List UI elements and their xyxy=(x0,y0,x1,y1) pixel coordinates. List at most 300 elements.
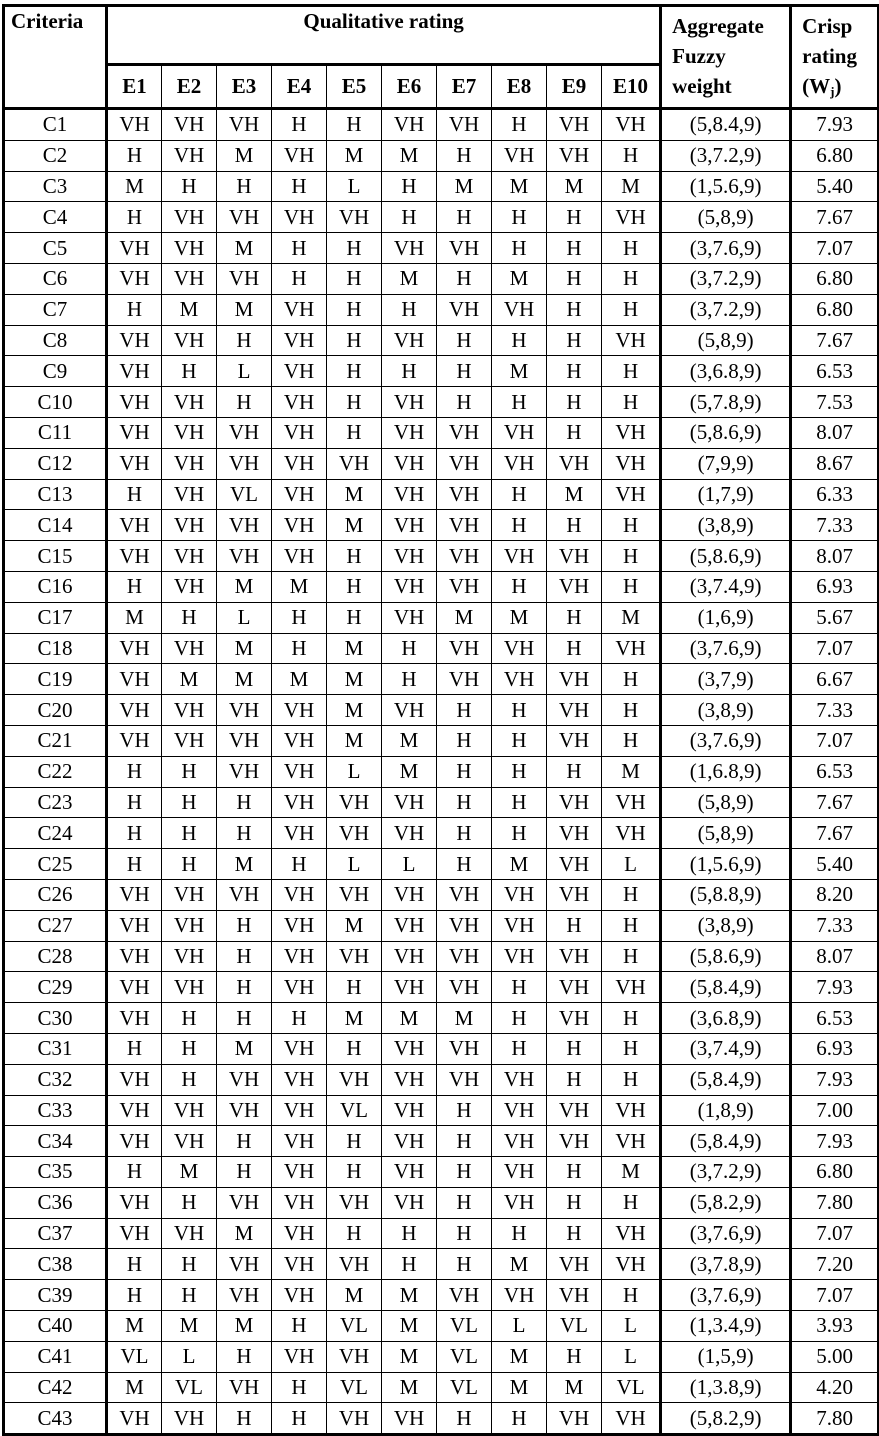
criteria-cell: C28 xyxy=(4,941,107,972)
criteria-cell: C18 xyxy=(4,633,107,664)
rating-cell-e8: H xyxy=(492,725,547,756)
rating-cell-e9: H xyxy=(547,233,602,264)
rating-cell-e9: VH xyxy=(547,1095,602,1126)
table-row xyxy=(4,1218,879,1249)
crisp-rating-cell: 6.80 xyxy=(791,1157,879,1188)
rating-cell-e9: VH xyxy=(547,140,602,171)
rating-cell-e4: VH xyxy=(272,1126,327,1157)
rating-cell-e9: H xyxy=(547,294,602,325)
crisp-rating-cell: 7.00 xyxy=(791,1095,879,1126)
rating-cell-e5: H xyxy=(327,233,382,264)
rating-cell-e8: M xyxy=(492,1372,547,1403)
rating-cell-e7: H xyxy=(437,1249,492,1280)
rating-cell-e6: VH xyxy=(382,941,437,972)
criteria-cell: C23 xyxy=(4,787,107,818)
qualitative-rating-header: Qualitative rating xyxy=(107,6,661,65)
criteria-cell: C17 xyxy=(4,602,107,633)
rating-cell-e5: H xyxy=(327,263,382,294)
rating-cell-e7: VH xyxy=(437,664,492,695)
expert-header-5: E5 xyxy=(327,65,382,109)
crisp-header-line2: rating xyxy=(802,44,857,68)
rating-cell-e3: VL xyxy=(217,479,272,510)
criteria-cell: C22 xyxy=(4,756,107,787)
rating-cell-e5: VH xyxy=(327,818,382,849)
rating-cell-e3: M xyxy=(217,849,272,880)
rating-cell-e10: VH xyxy=(602,818,661,849)
rating-cell-e9: VH xyxy=(547,818,602,849)
rating-cell-e9: H xyxy=(547,633,602,664)
aggregate-weight-cell: (3,7.6,9) xyxy=(661,1218,791,1249)
rating-cell-e6: M xyxy=(382,140,437,171)
rating-cell-e2: H xyxy=(162,1003,217,1034)
rating-cell-e7: M xyxy=(437,171,492,202)
rating-cell-e2: VH xyxy=(162,140,217,171)
rating-cell-e1: VH xyxy=(107,1126,162,1157)
rating-cell-e4: H xyxy=(272,602,327,633)
expert-header-3: E3 xyxy=(217,65,272,109)
rating-cell-e1: VH xyxy=(107,356,162,387)
table-row xyxy=(4,756,879,787)
rating-cell-e3: VH xyxy=(217,879,272,910)
rating-cell-e7: H xyxy=(437,1126,492,1157)
rating-cell-e2: VH xyxy=(162,387,217,418)
rating-cell-e6: H xyxy=(382,633,437,664)
criteria-cell: C15 xyxy=(4,541,107,572)
rating-cell-e5: L xyxy=(327,171,382,202)
rating-cell-e3: H xyxy=(217,941,272,972)
rating-cell-e9: H xyxy=(547,202,602,233)
rating-cell-e1: VH xyxy=(107,1187,162,1218)
table-row xyxy=(4,725,879,756)
rating-cell-e6: M xyxy=(382,725,437,756)
criteria-cell: C38 xyxy=(4,1249,107,1280)
rating-cell-e3: H xyxy=(217,171,272,202)
rating-cell-e8: H xyxy=(492,233,547,264)
table-row xyxy=(4,171,879,202)
rating-cell-e7: VH xyxy=(437,910,492,941)
crisp-rating-cell: 7.33 xyxy=(791,910,879,941)
rating-cell-e10: H xyxy=(602,910,661,941)
rating-cell-e8: H xyxy=(492,479,547,510)
crisp-rating-cell: 8.67 xyxy=(791,448,879,479)
aggregate-weight-cell: (1,6.8,9) xyxy=(661,756,791,787)
table-row xyxy=(4,1095,879,1126)
aggregate-weight-cell: (5,8,9) xyxy=(661,202,791,233)
rating-cell-e2: VH xyxy=(162,479,217,510)
crisp-rating-cell: 5.67 xyxy=(791,602,879,633)
criteria-cell: C42 xyxy=(4,1372,107,1403)
rating-cell-e6: VH xyxy=(382,972,437,1003)
rating-cell-e5: VH xyxy=(327,787,382,818)
crisp-rating-cell: 6.53 xyxy=(791,356,879,387)
rating-cell-e5: VH xyxy=(327,1064,382,1095)
rating-cell-e7: VL xyxy=(437,1311,492,1342)
rating-cell-e5: H xyxy=(327,109,382,141)
crisp-rating-cell: 7.67 xyxy=(791,202,879,233)
table-row xyxy=(4,849,879,880)
rating-cell-e5: H xyxy=(327,325,382,356)
criteria-cell: C6 xyxy=(4,263,107,294)
rating-cell-e3: VH xyxy=(217,510,272,541)
aggregate-weight-cell: (5,8.4,9) xyxy=(661,109,791,141)
rating-cell-e3: H xyxy=(217,1341,272,1372)
rating-cell-e6: L xyxy=(382,849,437,880)
rating-cell-e2: VH xyxy=(162,263,217,294)
rating-cell-e3: M xyxy=(217,1033,272,1064)
table-row xyxy=(4,1126,879,1157)
criteria-cell: C37 xyxy=(4,1218,107,1249)
rating-cell-e10: H xyxy=(602,941,661,972)
rating-cell-e7: H xyxy=(437,849,492,880)
rating-cell-e7: VH xyxy=(437,571,492,602)
criteria-cell: C36 xyxy=(4,1187,107,1218)
rating-cell-e3: VH xyxy=(217,263,272,294)
aggregate-weight-cell: (1,6,9) xyxy=(661,602,791,633)
rating-cell-e8: M xyxy=(492,356,547,387)
rating-cell-e1: H xyxy=(107,479,162,510)
rating-cell-e10: H xyxy=(602,263,661,294)
rating-cell-e9: VH xyxy=(547,1280,602,1311)
rating-cell-e5: H xyxy=(327,1126,382,1157)
crisp-rating-cell: 7.67 xyxy=(791,787,879,818)
criteria-cell: C35 xyxy=(4,1157,107,1188)
crisp-rating-cell: 5.00 xyxy=(791,1341,879,1372)
crisp-rating-cell: 6.53 xyxy=(791,1003,879,1034)
criteria-cell: C4 xyxy=(4,202,107,233)
criteria-cell: C34 xyxy=(4,1126,107,1157)
rating-cell-e1: H xyxy=(107,849,162,880)
criteria-cell: C7 xyxy=(4,294,107,325)
rating-cell-e4: VH xyxy=(272,479,327,510)
rating-cell-e4: H xyxy=(272,1372,327,1403)
rating-cell-e6: VH xyxy=(382,417,437,448)
rating-cell-e6: M xyxy=(382,1003,437,1034)
expert-header-7: E7 xyxy=(437,65,492,109)
rating-cell-e3: VH xyxy=(217,756,272,787)
rating-cell-e8: H xyxy=(492,510,547,541)
rating-cell-e5: VH xyxy=(327,879,382,910)
rating-cell-e1: VH xyxy=(107,695,162,726)
rating-cell-e1: VH xyxy=(107,510,162,541)
rating-cell-e5: M xyxy=(327,479,382,510)
rating-cell-e5: M xyxy=(327,910,382,941)
rating-cell-e2: VH xyxy=(162,325,217,356)
rating-cell-e1: VH xyxy=(107,541,162,572)
expert-header-9: E9 xyxy=(547,65,602,109)
table-row xyxy=(4,787,879,818)
expert-header-2: E2 xyxy=(162,65,217,109)
rating-cell-e4: VH xyxy=(272,787,327,818)
rating-cell-e6: VH xyxy=(382,1187,437,1218)
rating-cell-e9: H xyxy=(547,1187,602,1218)
table-row xyxy=(4,879,879,910)
rating-cell-e10: M xyxy=(602,602,661,633)
rating-cell-e10: VH xyxy=(602,325,661,356)
rating-cell-e9: VH xyxy=(547,664,602,695)
rating-cell-e7: VH xyxy=(437,233,492,264)
aggregate-weight-cell: (3,7.6,9) xyxy=(661,1280,791,1311)
rating-cell-e1: VH xyxy=(107,879,162,910)
rating-cell-e4: VH xyxy=(272,1280,327,1311)
rating-cell-e2: VH xyxy=(162,1126,217,1157)
rating-cell-e9: VH xyxy=(547,571,602,602)
rating-cell-e1: VH xyxy=(107,417,162,448)
rating-cell-e6: H xyxy=(382,1249,437,1280)
rating-cell-e3: H xyxy=(217,1003,272,1034)
rating-cell-e2: VH xyxy=(162,879,217,910)
rating-cell-e6: H xyxy=(382,664,437,695)
rating-cell-e9: VH xyxy=(547,725,602,756)
rating-cell-e3: H xyxy=(217,787,272,818)
rating-cell-e1: VH xyxy=(107,1003,162,1034)
rating-cell-e8: VH xyxy=(492,941,547,972)
rating-cell-e5: H xyxy=(327,571,382,602)
rating-cell-e2: M xyxy=(162,664,217,695)
rating-cell-e8: M xyxy=(492,263,547,294)
rating-cell-e9: VH xyxy=(547,1003,602,1034)
rating-cell-e8: H xyxy=(492,695,547,726)
crisp-rating-cell: 6.80 xyxy=(791,140,879,171)
crisp-rating-cell: 7.53 xyxy=(791,387,879,418)
rating-cell-e2: VH xyxy=(162,1218,217,1249)
table-row xyxy=(4,1187,879,1218)
rating-cell-e7: H xyxy=(437,1218,492,1249)
rating-cell-e10: VH xyxy=(602,1249,661,1280)
table-row xyxy=(4,910,879,941)
rating-cell-e1: H xyxy=(107,787,162,818)
aggregate-weight-cell: (5,8,9) xyxy=(661,787,791,818)
rating-cell-e7: VH xyxy=(437,1064,492,1095)
rating-cell-e3: VH xyxy=(217,1280,272,1311)
rating-cell-e9: H xyxy=(547,602,602,633)
rating-cell-e9: VH xyxy=(547,109,602,141)
rating-cell-e8: M xyxy=(492,1249,547,1280)
table-row xyxy=(4,571,879,602)
table-row xyxy=(4,263,879,294)
rating-cell-e1: VH xyxy=(107,263,162,294)
rating-cell-e1: VH xyxy=(107,633,162,664)
aggregate-weight-cell: (7,9,9) xyxy=(661,448,791,479)
aggregate-weight-cell: (3,7.4,9) xyxy=(661,1033,791,1064)
rating-cell-e8: VH xyxy=(492,1280,547,1311)
table-body xyxy=(4,109,879,1435)
rating-cell-e2: VH xyxy=(162,417,217,448)
rating-cell-e4: VH xyxy=(272,294,327,325)
rating-cell-e5: M xyxy=(327,510,382,541)
aggregate-weight-cell: (3,7.6,9) xyxy=(661,233,791,264)
rating-cell-e8: H xyxy=(492,756,547,787)
criteria-cell: C16 xyxy=(4,571,107,602)
rating-cell-e8: L xyxy=(492,1311,547,1342)
rating-cell-e10: VH xyxy=(602,972,661,1003)
rating-cell-e9: H xyxy=(547,510,602,541)
rating-cell-e9: VH xyxy=(547,448,602,479)
rating-cell-e8: M xyxy=(492,171,547,202)
rating-cell-e6: VH xyxy=(382,1157,437,1188)
rating-cell-e5: M xyxy=(327,695,382,726)
rating-cell-e4: H xyxy=(272,1311,327,1342)
rating-cell-e6: H xyxy=(382,1218,437,1249)
rating-cell-e5: H xyxy=(327,972,382,1003)
rating-cell-e8: H xyxy=(492,1033,547,1064)
rating-cell-e10: H xyxy=(602,1280,661,1311)
rating-cell-e7: H xyxy=(437,1157,492,1188)
expert-header-8: E8 xyxy=(492,65,547,109)
rating-cell-e7: H xyxy=(437,325,492,356)
rating-cell-e1: VH xyxy=(107,387,162,418)
rating-cell-e2: H xyxy=(162,356,217,387)
rating-cell-e2: VH xyxy=(162,1403,217,1435)
rating-cell-e3: H xyxy=(217,910,272,941)
rating-cell-e6: VH xyxy=(382,233,437,264)
rating-cell-e7: VH xyxy=(437,972,492,1003)
rating-cell-e7: H xyxy=(437,1095,492,1126)
rating-cell-e6: VH xyxy=(382,695,437,726)
criteria-cell: C24 xyxy=(4,818,107,849)
table-row xyxy=(4,356,879,387)
rating-cell-e9: VH xyxy=(547,849,602,880)
aggregate-weight-cell: (5,8.4,9) xyxy=(661,1126,791,1157)
rating-cell-e6: VH xyxy=(382,387,437,418)
rating-cell-e3: M xyxy=(217,233,272,264)
aggregate-weight-cell: (5,8.6,9) xyxy=(661,941,791,972)
rating-cell-e9: H xyxy=(547,1064,602,1095)
rating-cell-e6: VH xyxy=(382,1403,437,1435)
rating-cell-e9: VH xyxy=(547,972,602,1003)
rating-cell-e10: H xyxy=(602,356,661,387)
rating-cell-e7: VH xyxy=(437,417,492,448)
rating-cell-e1: M xyxy=(107,1311,162,1342)
rating-cell-e2: VH xyxy=(162,109,217,141)
rating-cell-e2: VH xyxy=(162,202,217,233)
rating-cell-e4: H xyxy=(272,171,327,202)
rating-cell-e5: H xyxy=(327,1218,382,1249)
rating-cell-e8: VH xyxy=(492,1064,547,1095)
crisp-rating-cell: 5.40 xyxy=(791,171,879,202)
aggregate-weight-cell: (1,5,9) xyxy=(661,1341,791,1372)
rating-cell-e4: VH xyxy=(272,818,327,849)
rating-cell-e4: VH xyxy=(272,1033,327,1064)
rating-cell-e7: H xyxy=(437,818,492,849)
crisp-header-line1: Crisp xyxy=(802,14,853,38)
rating-cell-e6: M xyxy=(382,756,437,787)
rating-cell-e5: VL xyxy=(327,1311,382,1342)
aggregate-weight-cell: (3,8,9) xyxy=(661,695,791,726)
rating-cell-e7: VH xyxy=(437,941,492,972)
rating-cell-e4: VH xyxy=(272,387,327,418)
table-row xyxy=(4,1157,879,1188)
rating-cell-e9: VH xyxy=(547,1403,602,1435)
crisp-rating-cell: 8.07 xyxy=(791,541,879,572)
rating-cell-e4: VH xyxy=(272,325,327,356)
rating-cell-e8: H xyxy=(492,571,547,602)
rating-cell-e10: H xyxy=(602,879,661,910)
crisp-header-line3: $(W_j)$ xyxy=(802,74,842,99)
rating-cell-e1: H xyxy=(107,1157,162,1188)
table-row xyxy=(4,510,879,541)
table-row xyxy=(4,633,879,664)
aggregate-weight-cell: (3,7.2,9) xyxy=(661,140,791,171)
criteria-cell: C41 xyxy=(4,1341,107,1372)
rating-cell-e5: H xyxy=(327,602,382,633)
rating-cell-e3: VH xyxy=(217,1095,272,1126)
rating-cell-e8: VH xyxy=(492,417,547,448)
rating-cell-e6: M xyxy=(382,1311,437,1342)
rating-cell-e5: VH xyxy=(327,1249,382,1280)
crisp-rating-cell: 8.07 xyxy=(791,941,879,972)
rating-cell-e5: H xyxy=(327,1157,382,1188)
rating-cell-e1: H xyxy=(107,756,162,787)
rating-cell-e4: VH xyxy=(272,1095,327,1126)
rating-cell-e10: VH xyxy=(602,1126,661,1157)
rating-cell-e4: VH xyxy=(272,1157,327,1188)
rating-cell-e3: VH xyxy=(217,725,272,756)
rating-cell-e8: H xyxy=(492,1003,547,1034)
rating-cell-e10: M xyxy=(602,1157,661,1188)
rating-cell-e10: H xyxy=(602,510,661,541)
criteria-cell: C10 xyxy=(4,387,107,418)
aggregate-weight-cell: (5,8.6,9) xyxy=(661,417,791,448)
expert-header-10: E10 xyxy=(602,65,661,109)
rating-cell-e10: H xyxy=(602,1003,661,1034)
rating-cell-e3: L xyxy=(217,602,272,633)
rating-cell-e6: VH xyxy=(382,1064,437,1095)
rating-cell-e4: VH xyxy=(272,510,327,541)
rating-cell-e1: VH xyxy=(107,448,162,479)
table-row xyxy=(4,1372,879,1403)
rating-cell-e10: VH xyxy=(602,787,661,818)
table-row xyxy=(4,602,879,633)
rating-cell-e1: VH xyxy=(107,1403,162,1435)
rating-cell-e4: VH xyxy=(272,910,327,941)
rating-cell-e10: VH xyxy=(602,1403,661,1435)
rating-cell-e8: VH xyxy=(492,633,547,664)
rating-cell-e2: L xyxy=(162,1341,217,1372)
rating-cell-e5: M xyxy=(327,140,382,171)
rating-cell-e10: VH xyxy=(602,1095,661,1126)
rating-cell-e2: VH xyxy=(162,233,217,264)
aggregate-weight-cell: (3,7.4,9) xyxy=(661,571,791,602)
criteria-cell: C27 xyxy=(4,910,107,941)
table-row xyxy=(4,1064,879,1095)
rating-cell-e9: H xyxy=(547,387,602,418)
rating-cell-e6: VH xyxy=(382,910,437,941)
aggregate-weight-cell: (5,8.4,9) xyxy=(661,972,791,1003)
rating-cell-e10: VH xyxy=(602,202,661,233)
aggregate-header-line3: weight xyxy=(672,74,732,98)
rating-cell-e7: M xyxy=(437,1003,492,1034)
rating-cell-e9: H xyxy=(547,756,602,787)
rating-cell-e9: M xyxy=(547,1372,602,1403)
rating-cell-e6: H xyxy=(382,202,437,233)
rating-cell-e1: H xyxy=(107,294,162,325)
rating-cell-e8: VH xyxy=(492,879,547,910)
aggregate-weight-cell: (1,3.4,9) xyxy=(661,1311,791,1342)
rating-cell-e4: VH xyxy=(272,1064,327,1095)
rating-cell-e4: VH xyxy=(272,1249,327,1280)
rating-cell-e1: H xyxy=(107,818,162,849)
crisp-rating-cell: 7.07 xyxy=(791,1280,879,1311)
rating-cell-e5: L xyxy=(327,849,382,880)
aggregate-weight-cell: (1,5.6,9) xyxy=(661,171,791,202)
rating-cell-e3: VH xyxy=(217,202,272,233)
table-row xyxy=(4,1403,879,1435)
table-row xyxy=(4,479,879,510)
rating-cell-e2: H xyxy=(162,818,217,849)
criteria-cell: C1 xyxy=(4,109,107,141)
rating-cell-e10: L xyxy=(602,1341,661,1372)
rating-cell-e3: H xyxy=(217,1157,272,1188)
